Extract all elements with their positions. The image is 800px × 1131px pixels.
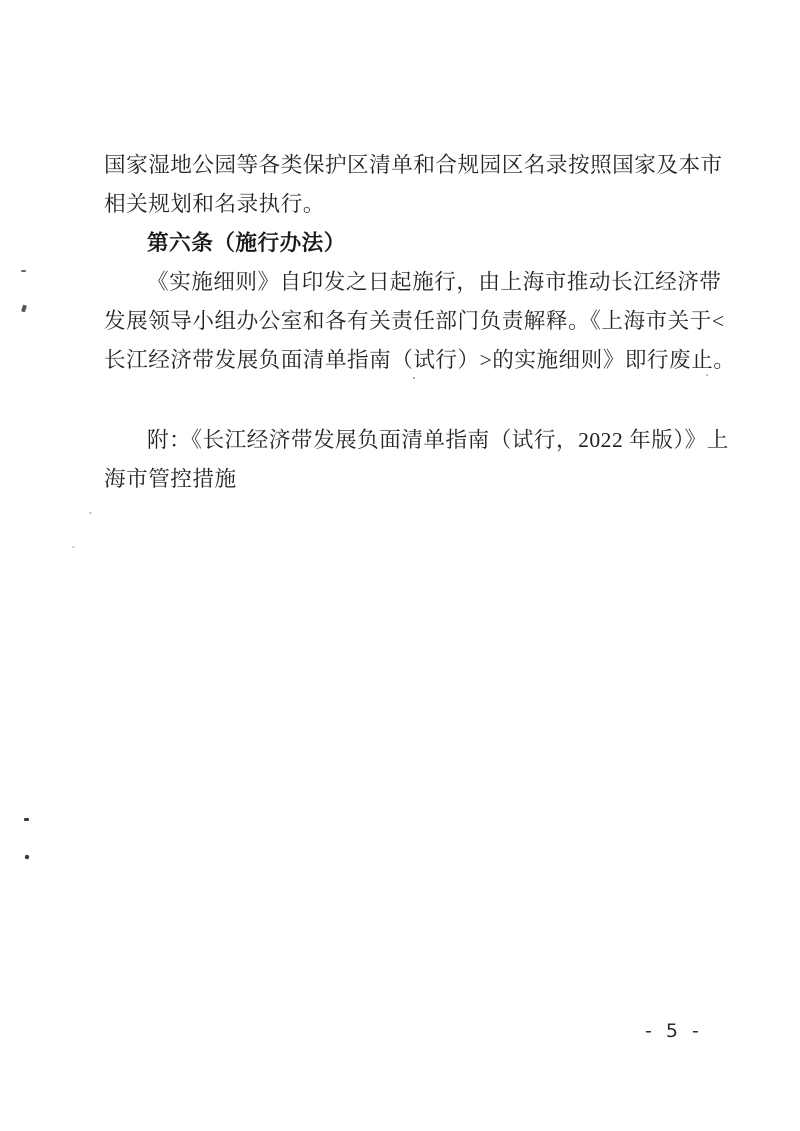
- scan-speckle: [24, 818, 29, 821]
- scan-speckle: [25, 855, 30, 860]
- scan-speckle: [413, 377, 415, 379]
- scan-speckle: [21, 270, 26, 272]
- scan-speckle: [72, 546, 75, 548]
- article-6-heading: 第六条（施行办法）: [147, 231, 346, 256]
- attachment-note-line-1: 附：《长江经济带发展负面清单指南（试行，2022 年版）》上: [147, 428, 729, 452]
- paragraph-implementation-line-3: 长江经济带发展负面清单指南（试行）>的实施细则》即行废止。: [104, 348, 736, 372]
- scan-speckle: [21, 305, 27, 313]
- page-number: - 5 -: [645, 1020, 703, 1042]
- paragraph-implementation-line-1: 《实施细则》自印发之日起施行，由上海市推动长江经济带: [147, 270, 722, 294]
- document-body: [104, 146, 736, 499]
- attachment-note-line-2: 海市管控措施: [104, 467, 237, 491]
- paragraph-implementation-line-2: 发展领导小组办公室和各有关责任部门负责解释。《上海市关于<: [104, 309, 725, 333]
- scan-speckle: [706, 374, 708, 376]
- paragraph-protected-areas-line-2: 相关规划和名录执行。: [104, 192, 325, 216]
- scan-speckle: [89, 512, 92, 514]
- paragraph-protected-areas-line-1: 国家湿地公园等各类保护区清单和合规园区名录按照国家及本市: [104, 153, 723, 177]
- paragraph-gap: [104, 380, 736, 421]
